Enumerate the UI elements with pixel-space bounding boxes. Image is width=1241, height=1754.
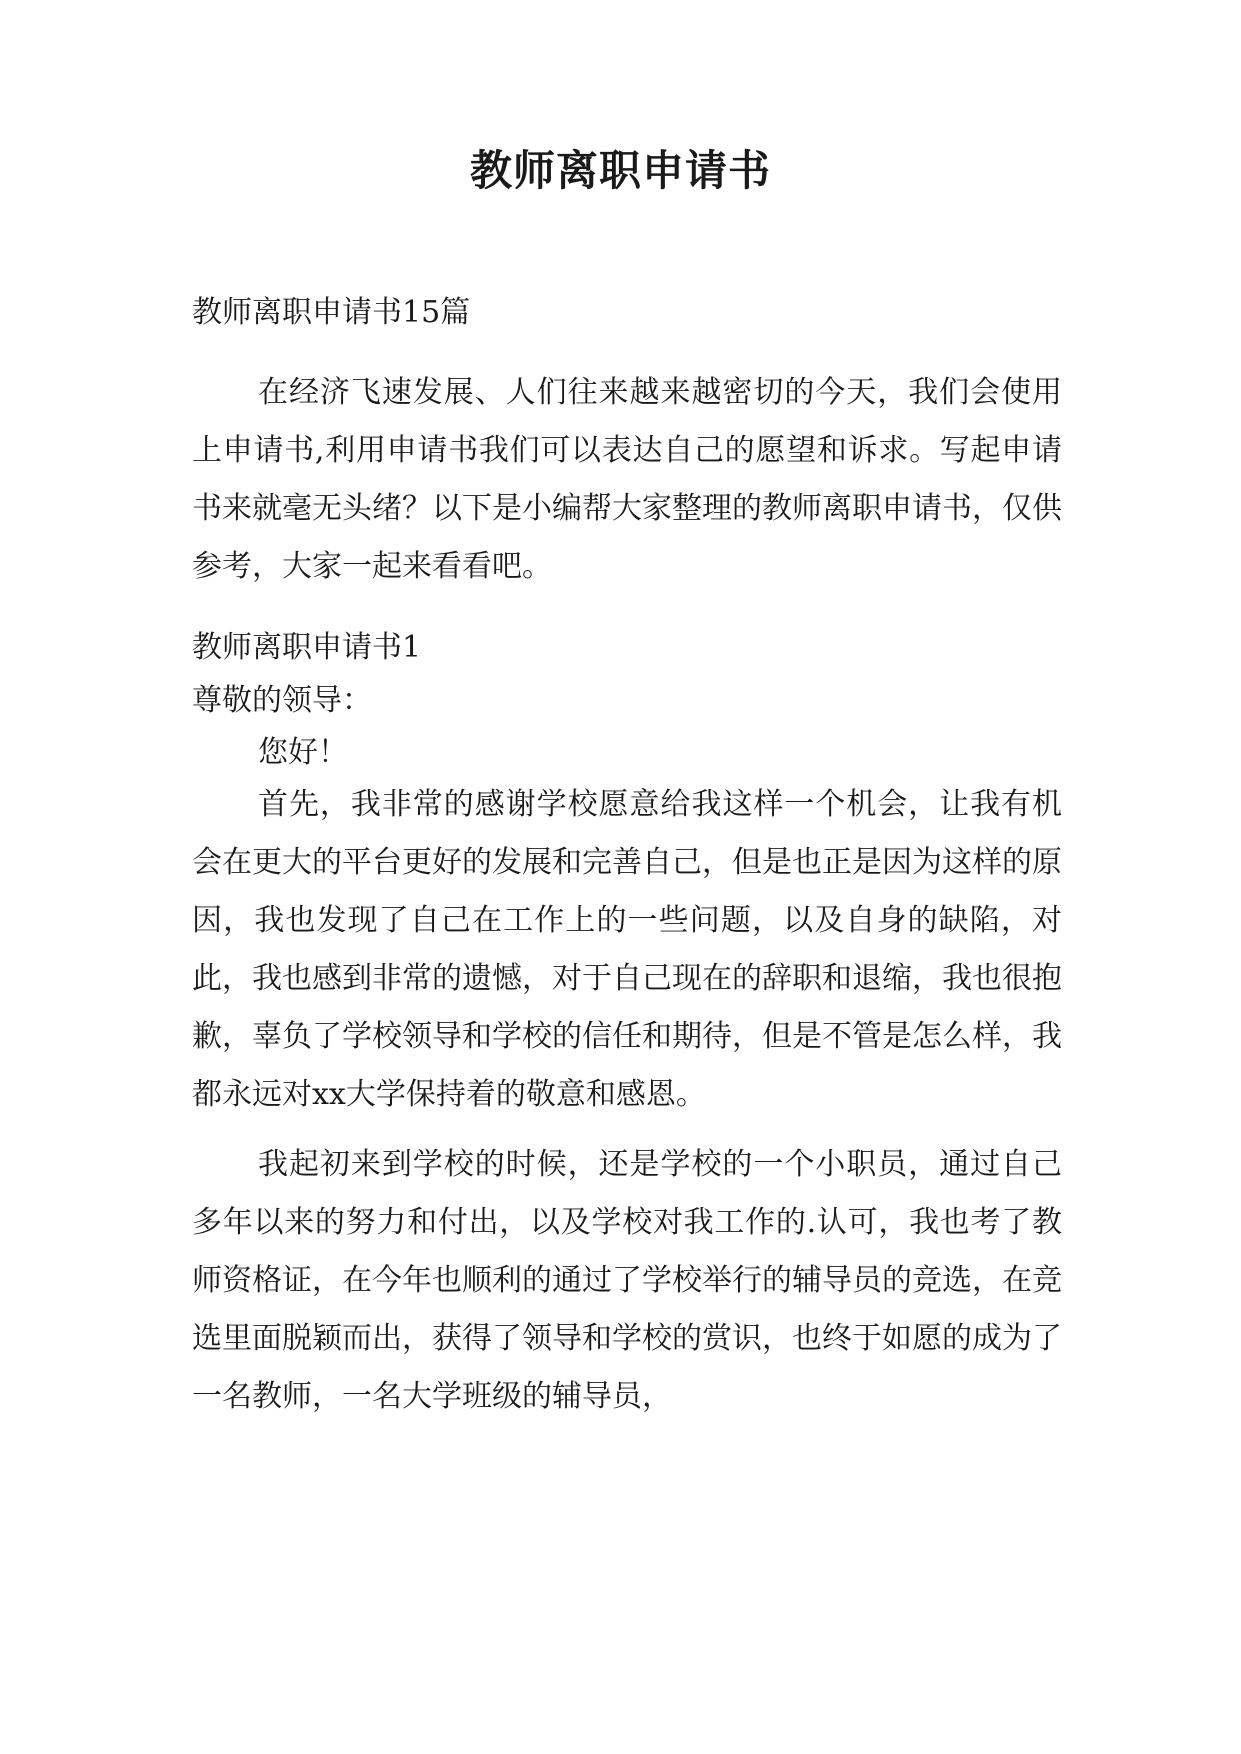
salutation: 尊敬的领导： — [192, 683, 372, 718]
greeting: 您好！ — [258, 735, 348, 770]
intro-paragraph: 在经济飞速发展、人们往来越来越密切的今天，我们会使用上申请书,利用申请书我们可以表达自己的愿望和诉求。写起申请书来就毫无头绪？以下是小编帮大家整理的教师离职申请书，仅供参考，大家一起来看看吧。 — [192, 375, 1062, 584]
document-subtitle: 教师离职申请书15篇 — [192, 295, 471, 330]
section-heading: 教师离职申请书1 — [192, 630, 422, 665]
body-paragraph-1: 首先，我非常的感谢学校愿意给我这样一个机会，让我有机会在更大的平台更好的发展和完善自己，但是也正是因为这样的原因，我也发现了自己在工作上的一些问题，以及自身的缺陷，对此，我也感到非常的遗憾，对于自己现在的辞职和退缩，我也很抱歉，辜负了学校领导和学校的信任和期待，但是不管是怎么样，我都永远对xx大学保持着的敬意和感恩。 — [192, 787, 1062, 1112]
body-paragraph-2: 我起初来到学校的时候，还是学校的一个小职员，通过自己多年以来的努力和付出，以及学校对我工作的.认可，我也考了教师资格证，在今年也顺利的通过了学校举行的辅导员的竞选，在竞选里面脱颖而出，获得了领导和学校的赏识，也终于如愿的成为了一名教师，一名大学班级的辅导员， — [192, 1147, 1062, 1414]
page-title: 教师离职申请书 — [469, 146, 771, 195]
